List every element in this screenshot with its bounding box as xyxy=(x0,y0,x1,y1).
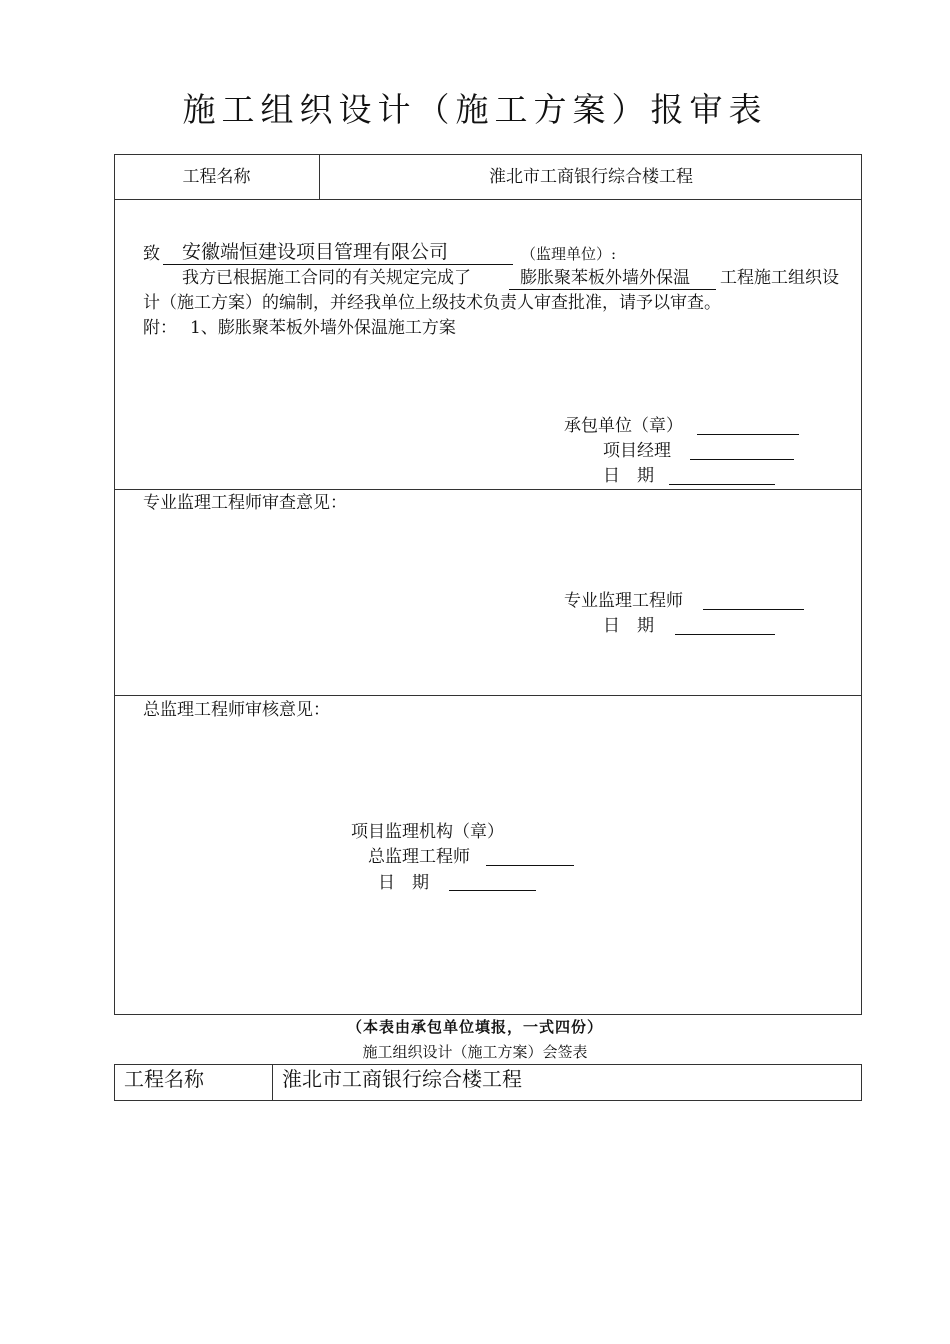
supervisor-suffix: （监理单位）: xyxy=(521,245,617,263)
specialist-date-line xyxy=(675,634,775,635)
scheme-name-underline xyxy=(509,289,716,290)
attachment-item: 1、膨胀聚苯板外墙外保温施工方案 xyxy=(190,318,456,338)
footer-note: （本表由承包单位填报，一式四份） xyxy=(346,1018,603,1036)
row-divider xyxy=(114,489,862,490)
chief-engineer-line xyxy=(486,865,574,866)
body-line2: 计（施工方案）的编制，并经我单位上级技术负责人审查批准，请予以审查。 xyxy=(143,293,721,313)
project-name-value: 淮北市工商银行综合楼工程 xyxy=(489,167,693,187)
to-prefix: 致 xyxy=(143,244,160,264)
specialist-review-heading: 专业监理工程师审查意见： xyxy=(143,493,347,513)
supervisor-company: 安徽端恒建设项目管理有限公司 xyxy=(182,241,449,263)
specialist-engineer-label: 专业监理工程师 xyxy=(564,591,683,611)
project-manager-line xyxy=(690,459,794,460)
body-suffix: 工程施工组织设 xyxy=(720,268,839,288)
countersign-column-divider xyxy=(272,1064,273,1101)
page-title: 施工组织设计（施工方案）报审表 xyxy=(182,90,768,129)
contractor-date-label: 日 期 xyxy=(603,466,654,486)
chief-review-heading: 总监理工程师审核意见： xyxy=(143,700,330,720)
countersign-name-label: 工程名称 xyxy=(124,1067,204,1091)
project-manager-label: 项目经理 xyxy=(603,441,671,461)
chief-date-label: 日 期 xyxy=(378,873,429,893)
countersign-name-value: 淮北市工商银行综合楼工程 xyxy=(282,1067,522,1091)
countersign-title: 施工组织设计（施工方案）会签表 xyxy=(362,1043,588,1061)
specialist-date-label: 日 期 xyxy=(603,616,654,636)
attachment-label: 附： xyxy=(143,318,177,338)
scheme-name: 膨胀聚苯板外墙外保温 xyxy=(520,268,690,288)
supervisor-company-underline xyxy=(163,264,513,265)
contractor-seal-line xyxy=(697,434,799,435)
row-divider xyxy=(114,199,862,200)
contractor-date-line xyxy=(669,484,775,485)
project-name-label: 工程名称 xyxy=(182,167,251,187)
body-prefix: 我方已根据施工合同的有关规定完成了 xyxy=(182,268,471,288)
contractor-seal-label: 承包单位（章） xyxy=(564,416,683,436)
chief-engineer-label: 总监理工程师 xyxy=(368,847,470,867)
row-divider xyxy=(114,695,862,696)
chief-date-line xyxy=(449,890,536,891)
org-seal-label: 项目监理机构（章） xyxy=(351,822,504,842)
specialist-engineer-line xyxy=(703,609,804,610)
